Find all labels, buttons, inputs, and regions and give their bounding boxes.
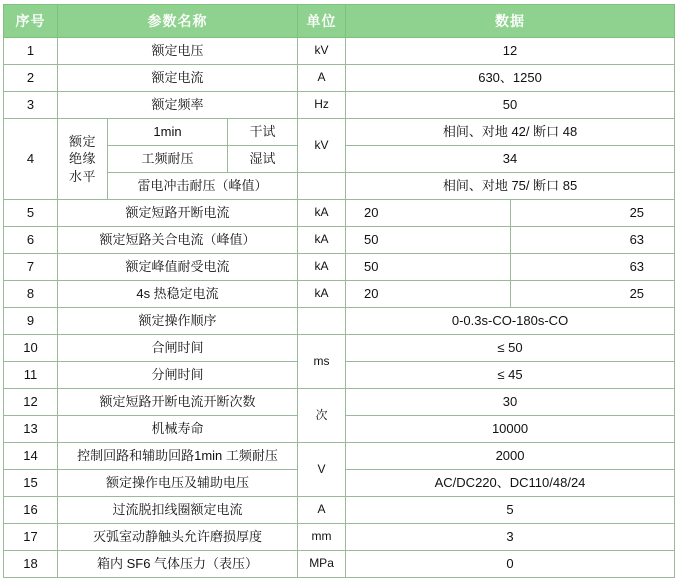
- table-row: [4, 497, 675, 524]
- insulation-level-label: 额定 绝缘 水平: [58, 119, 108, 200]
- row-data: 相间、对地 75/ 断口 85: [346, 173, 675, 200]
- table-row: [4, 389, 675, 416]
- row-unit: 次: [298, 389, 346, 443]
- row-name: 控制回路和辅助回路1min 工频耐压: [58, 443, 298, 470]
- row-no: 1: [4, 38, 58, 65]
- row-data: 相间、对地 42/ 断口 48: [346, 119, 675, 146]
- table-row: [4, 443, 675, 470]
- table-row: [4, 254, 675, 281]
- row-unit: A: [298, 497, 346, 524]
- row-data: 2000: [346, 443, 675, 470]
- row-no: 6: [4, 227, 58, 254]
- table-row: [4, 308, 675, 335]
- row-data: ≤ 45: [346, 362, 675, 389]
- row-data-col1: 50: [346, 227, 511, 254]
- row-unit: [298, 173, 346, 200]
- row-name: 4s 热稳定电流: [58, 281, 298, 308]
- table-row: [4, 281, 675, 308]
- row-data-col2: 63: [511, 254, 675, 281]
- row-name: 额定操作顺序: [58, 308, 298, 335]
- row-no: 17: [4, 524, 58, 551]
- row-name: 额定电流: [58, 65, 298, 92]
- row-name: 额定短路开断电流: [58, 200, 298, 227]
- row-no: 16: [4, 497, 58, 524]
- row-name: 额定频率: [58, 92, 298, 119]
- row-name: 额定操作电压及辅助电压: [58, 470, 298, 497]
- row-unit: kA: [298, 254, 346, 281]
- row-data-col1: 20: [346, 281, 511, 308]
- row-no: 11: [4, 362, 58, 389]
- row-data: 5: [346, 497, 675, 524]
- row-unit: Hz: [298, 92, 346, 119]
- row-data: 30: [346, 389, 675, 416]
- header-no: 序号: [4, 5, 58, 38]
- table-row: [4, 335, 675, 362]
- row-data-col1: 50: [346, 254, 511, 281]
- row-name: 额定电压: [58, 38, 298, 65]
- row-no: 10: [4, 335, 58, 362]
- row-no: 9: [4, 308, 58, 335]
- specification-table: [3, 4, 675, 578]
- row-name: 额定短路开断电流开断次数: [58, 389, 298, 416]
- row-unit: [298, 308, 346, 335]
- row-unit: kA: [298, 281, 346, 308]
- table-row: [4, 524, 675, 551]
- header-unit: 单位: [298, 5, 346, 38]
- table-row: [4, 65, 675, 92]
- row-unit: kV: [298, 38, 346, 65]
- row-name: 机械寿命: [58, 416, 298, 443]
- sub-row-right: 湿试: [228, 146, 298, 173]
- row-data-col1: 20: [346, 200, 511, 227]
- row-data: 3: [346, 524, 675, 551]
- row-no: 5: [4, 200, 58, 227]
- sub-row-mid: 1min: [108, 119, 228, 146]
- row-data: 12: [346, 38, 675, 65]
- row-data: 0-0.3s-CO-180s-CO: [346, 308, 675, 335]
- row-unit: MPa: [298, 551, 346, 578]
- row-name: 箱内 SF6 气体压力（表压）: [58, 551, 298, 578]
- row-no: 12: [4, 389, 58, 416]
- row-data: 50: [346, 92, 675, 119]
- row-data: AC/DC220、DC110/48/24: [346, 470, 675, 497]
- row-no: 18: [4, 551, 58, 578]
- row-no: 14: [4, 443, 58, 470]
- row-no: 2: [4, 65, 58, 92]
- row-no: 8: [4, 281, 58, 308]
- row-name: 过流脱扣线圈额定电流: [58, 497, 298, 524]
- row-no: 4: [4, 119, 58, 200]
- row-no: 13: [4, 416, 58, 443]
- row-name: 灭弧室动静触头允许磨损厚度: [58, 524, 298, 551]
- sub-row-mid: 工频耐压: [108, 146, 228, 173]
- table-header-row: [4, 5, 675, 38]
- sub-row-mid: 雷电冲击耐压（峰值）: [108, 173, 298, 200]
- row-unit: mm: [298, 524, 346, 551]
- row-unit: ms: [298, 335, 346, 389]
- row-name: 合闸时间: [58, 335, 298, 362]
- row-data-col2: 63: [511, 227, 675, 254]
- row-unit: kV: [298, 119, 346, 173]
- row-data: 34: [346, 146, 675, 173]
- row-no: 15: [4, 470, 58, 497]
- row-data-col2: 25: [511, 281, 675, 308]
- table-row: [4, 92, 675, 119]
- row-unit: V: [298, 443, 346, 497]
- row-no: 7: [4, 254, 58, 281]
- table-row: [4, 227, 675, 254]
- table-row: [4, 551, 675, 578]
- row-unit: A: [298, 65, 346, 92]
- row-no: 3: [4, 92, 58, 119]
- table-row: [4, 119, 675, 146]
- row-data: 10000: [346, 416, 675, 443]
- row-name: 分闸时间: [58, 362, 298, 389]
- row-unit: kA: [298, 200, 346, 227]
- row-name: 额定短路关合电流（峰值）: [58, 227, 298, 254]
- row-unit: kA: [298, 227, 346, 254]
- row-data: 630、1250: [346, 65, 675, 92]
- table-row: [4, 38, 675, 65]
- header-parameter-name: 参数名称: [58, 5, 298, 38]
- table-row: [4, 200, 675, 227]
- sub-row-right: 干试: [228, 119, 298, 146]
- row-data-col2: 25: [511, 200, 675, 227]
- header-data: 数据: [346, 5, 675, 38]
- row-data: 0: [346, 551, 675, 578]
- row-data: ≤ 50: [346, 335, 675, 362]
- row-name: 额定峰值耐受电流: [58, 254, 298, 281]
